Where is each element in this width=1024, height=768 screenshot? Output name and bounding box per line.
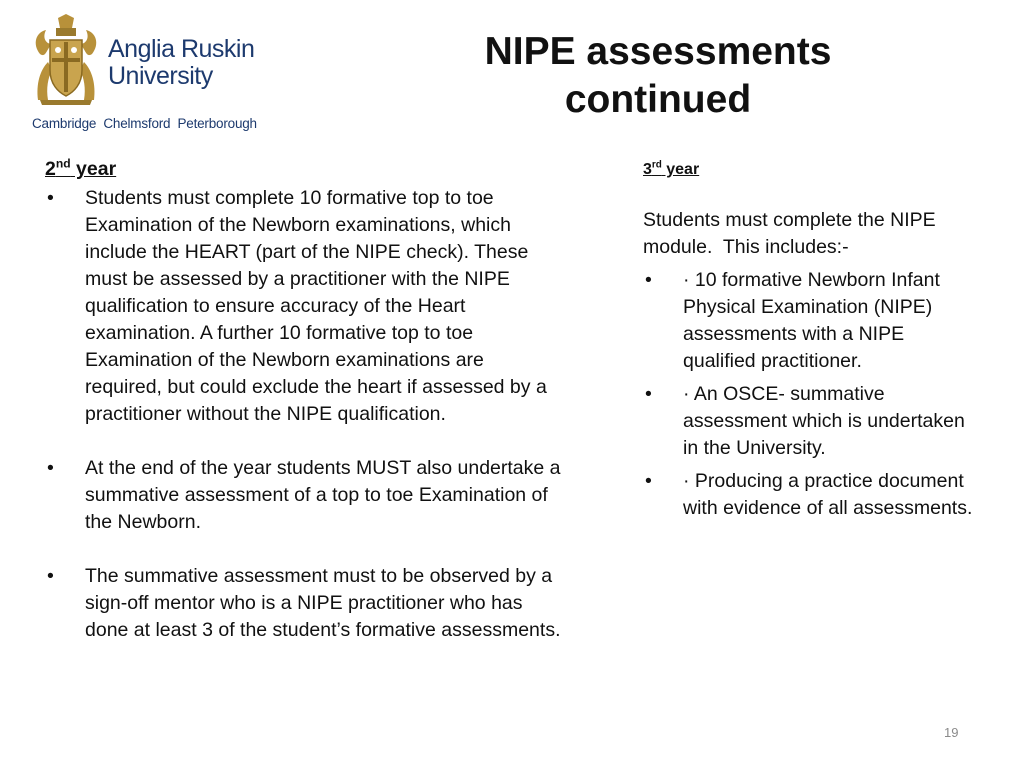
university-crest-icon (32, 14, 100, 106)
third-year-bullet-list (643, 267, 973, 522)
university-logo (30, 12, 275, 136)
slide-title (430, 28, 886, 124)
university-name-line2: University (108, 62, 213, 90)
university-name-line1: Anglia Ruskin (108, 35, 255, 63)
second-year-bullet-list (45, 185, 565, 644)
bullet-item: • · 10 formative Newborn Infant Physical Examination (NIPE) assessments with a NIPE qualified practitioner. (643, 267, 973, 375)
slide-page-number: 19 (944, 725, 959, 740)
second-year-heading-suffix: nd (55, 156, 71, 171)
second-year-heading-number: 2 (45, 158, 56, 180)
bullet-item: • · An OSCE- summative assessment which is undertaken in the University. (643, 381, 973, 462)
third-year-heading (643, 156, 973, 183)
bullet-item: • The summative assessment must to be observed by a sign-off mentor who is a NIPE practitioner who has done at least 3 of the student’s formative assessments. (45, 563, 565, 644)
second-year-heading-text: year (70, 158, 117, 180)
slide-title-line2: continued (564, 78, 752, 121)
third-year-column (643, 156, 973, 528)
third-year-heading-text: year (661, 161, 700, 178)
university-name (108, 36, 254, 90)
third-year-heading-number: 3 (643, 161, 652, 178)
bullet-item: • Students must complete 10 formative top to toe Examination of the Newborn examinations, which include the HEART (part of the NIPE check). These must be assessed by a practitioner with the NIPE qualification to ensure accuracy of the Heart examination. A further 10 formative top to toe Examination of the Newborn examinations are required, but could exclude the heart if assessed by a practitioner without the NIPE qualification. (45, 185, 565, 428)
university-campuses: Cambridge Chelmsford Peterborough (32, 116, 257, 131)
second-year-heading (45, 156, 565, 183)
slide-title-line1: NIPE assessments (484, 30, 832, 73)
third-year-intro: Students must complete the NIPE module. This includes:- (643, 209, 942, 258)
bullet-item: • · Producing a practice document with evidence of all assessments. (643, 468, 973, 522)
second-year-column (45, 156, 565, 644)
bullet-item: • At the end of the year students MUST also undertake a summative assessment of a top to toe Examination of the Newborn. (45, 455, 565, 536)
third-year-heading-suffix: rd (651, 159, 662, 171)
